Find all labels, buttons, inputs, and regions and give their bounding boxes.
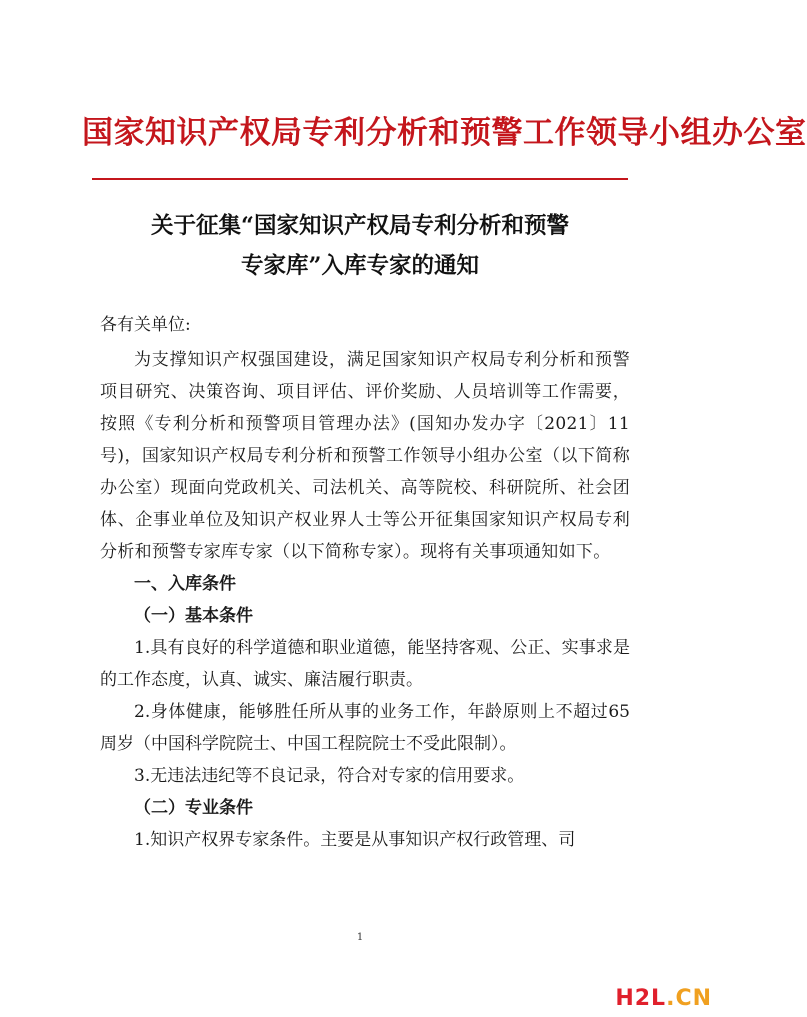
- document-title: [80, 206, 640, 286]
- subsection-heading-basic: （一）基本条件: [134, 606, 253, 626]
- title-line-2: 专家库”入库专家的通知: [241, 253, 479, 279]
- subsection-heading-professional: （二）专业条件: [134, 798, 253, 818]
- page-number: 1: [356, 932, 364, 943]
- salutation: 各有关单位:: [100, 315, 191, 335]
- condition-item-3: 3.无违法违纪等不良记录，符合对专家的信用要求。: [134, 766, 525, 786]
- site-watermark-logo: [615, 986, 712, 1011]
- section-heading-1: 一、入库条件: [134, 574, 236, 594]
- condition-item-4: 1.知识产权界专家条件。主要是从事知识产权行政管理、司: [134, 830, 576, 850]
- title-line-1: 关于征集“国家知识产权局专利分析和预警: [151, 213, 569, 239]
- document-body: [100, 309, 630, 856]
- org-header: 国家知识产权局专利分析和预警工作领导小组办公室: [82, 115, 807, 151]
- red-divider: [92, 178, 628, 180]
- watermark-dot: .: [666, 986, 676, 1011]
- watermark-h2l: H2L: [615, 986, 667, 1011]
- watermark-cn: CN: [675, 986, 712, 1011]
- intro-paragraph: 为支撑知识产权强国建设，满足国家知识产权局专利分析和预警项目研究、决策咨询、项目评估、评价奖励、人员培训等工作需要，按照《专利分析和预警项目管理办法》(国知办发办字〔2021〕11号)，国家知识产权局专利分析和预警工作领导小组办公室（以下简称办公室）现面向党政机关、司法机关、高等院校、科研院所、社会团体、企事业单位及知识产权业界人士等公开征集国家知识产权局专利分析和预警专家库专家（以下简称专家）。现将有关事项通知如下。: [100, 350, 630, 562]
- condition-item-1: 1.具有良好的科学道德和职业道德，能坚持客观、公正、实事求是的工作态度，认真、诚实、廉洁履行职责。: [100, 638, 630, 690]
- condition-item-2: 2.身体健康，能够胜任所从事的业务工作，年龄原则上不超过65周岁（中国科学院院士、中国工程院院士不受此限制）。: [100, 702, 630, 754]
